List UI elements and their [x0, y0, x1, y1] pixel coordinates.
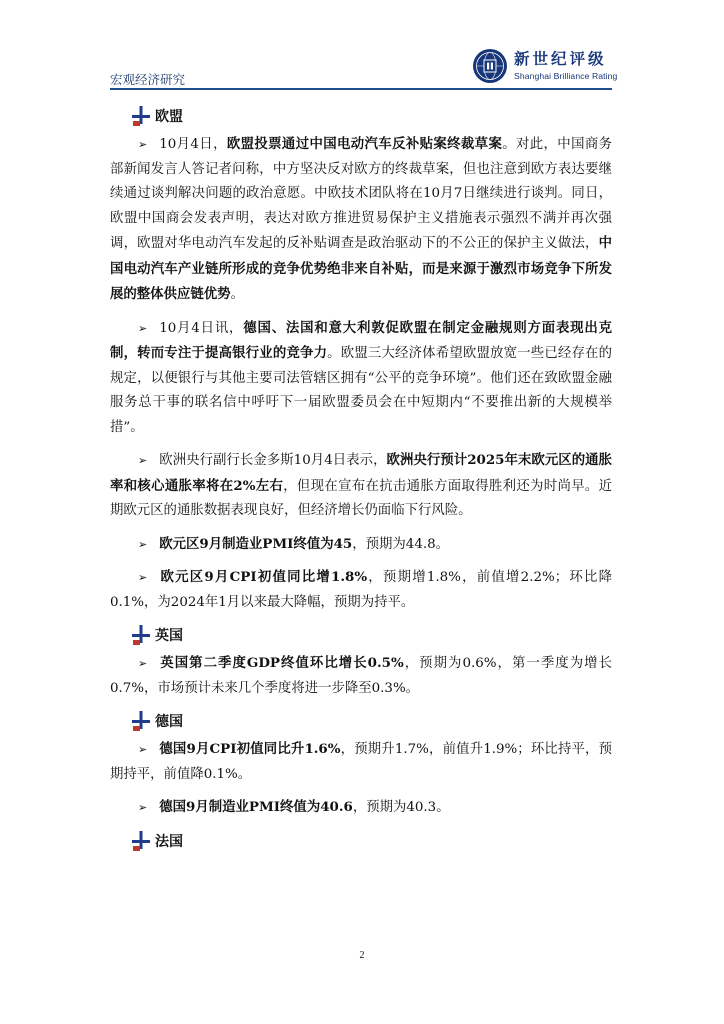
- body-text: ，但现在宣布在抗击通胀方面取得胜利还为时尚早。近期欧元区的通胀数据表现良好，但经济增长仍面临下行风险。: [110, 478, 613, 518]
- bullet-arrow-icon: ➢: [138, 571, 148, 584]
- bullet-paragraph: [110, 651, 612, 701]
- bold-text: 欧洲央行预计2025年末欧元区的通胀率和核心通胀率将在2%左右: [110, 452, 612, 494]
- body-text: 10月4日讯，: [159, 320, 244, 336]
- page-number: 2: [359, 950, 365, 961]
- bullet-arrow-icon: ➢: [138, 801, 148, 814]
- body-text: 10月4日，: [159, 137, 227, 152]
- section-title: 欧盟: [155, 109, 183, 125]
- bullet-arrow-icon: ➢: [138, 321, 148, 335]
- body-text: ，预期增1.8%，前值增2.2%；环比降0.1%，为2024年1月以来最大降幅，预期为持平。: [110, 570, 612, 610]
- section-title: 英国: [155, 628, 183, 644]
- bullet-paragraph: [110, 316, 612, 441]
- bullet-arrow-icon: ➢: [138, 537, 148, 551]
- body-text: ，预期升1.7%，前值升1.9%；环比持平，预期持平，前值降0.1%。: [110, 742, 613, 782]
- section-uk-heading: [110, 623, 612, 647]
- bullet-arrow-icon: ➢: [138, 743, 148, 756]
- body-text: 。对此，中国商务部新闻发言人答记者问称，中方坚决反对欧方的终裁草案，但也注意到欧方表达要继续通过谈判解决问题的政治意愿。中欧技术团队将在10月7日继续进行谈判。同日，欧盟中国商会发表声明，表达对欧方推进贸易保护主义措施表示强烈不满并再次强调，欧盟对华电动汽车发起的反补贴调查是政治驱动下的不公正的保护主义做法，: [110, 137, 613, 251]
- body-text: 欧洲央行副行长金多斯10月4日表示，: [159, 453, 387, 468]
- brand-name-cn: 新世纪评级: [514, 49, 607, 68]
- section-marker-icon: [132, 831, 150, 851]
- bullet-arrow-icon: ➢: [138, 657, 148, 670]
- section-title: 德国: [155, 714, 183, 730]
- section-eu-heading: [110, 104, 612, 128]
- bold-text: 德国、法国和意大利敦促欧盟在制定金融规则方面表现出克制，转而专注于提高银行业的竞争力: [110, 319, 613, 361]
- section-marker-icon: [132, 711, 150, 731]
- bold-text: 中国电动汽车产业链所形成的竞争优势绝非来自补贴，而是来源于激烈市场竞争下所发展的整体供应链优势: [110, 235, 612, 302]
- bold-text: 欧元区9月制造业PMI终值为45: [159, 535, 353, 552]
- body-text: 。: [230, 287, 244, 302]
- section-title: 法国: [155, 833, 183, 850]
- bullet-arrow-icon: ➢: [138, 138, 148, 151]
- bullet-paragraph: [110, 132, 612, 308]
- bullet-paragraph: [110, 448, 612, 524]
- report-category: 宏观经济研究: [110, 72, 186, 87]
- body-text: 。欧盟三大经济体希望欧盟放宽一些已经存在的规定，以便银行与其他主要司法管辖区拥有“公平的竞争环境”。他们还在致欧盟金融服务总干事的联名信中呼吁下一届欧盟委员会在中短期内“不要推出新的大规模举措”。: [110, 346, 613, 435]
- body-text: ，预期为44.8。: [352, 536, 450, 552]
- bold-text: 德国9月CPI初值同比升1.6%: [159, 741, 341, 757]
- bullet-paragraph: [110, 737, 612, 787]
- bold-text: 欧盟投票通过中国电动汽车反补贴案终裁草案: [226, 136, 503, 152]
- brand-name-en: Shanghai Brilliance Rating: [514, 71, 618, 81]
- bold-text: 德国9月制造业PMI终值为40.6: [159, 799, 353, 815]
- section-france-heading: [110, 829, 612, 853]
- header-divider: [110, 88, 612, 90]
- section-marker-icon: [132, 625, 150, 645]
- brand-logo-icon: [472, 48, 508, 84]
- bullet-paragraph: [110, 795, 612, 821]
- bullet-arrow-icon: ➢: [138, 454, 148, 467]
- section-germany-heading: [110, 709, 612, 733]
- document-body: [110, 98, 612, 857]
- bullet-paragraph: [110, 565, 612, 615]
- bold-text: 欧元区9月CPI初值同比增1.8%: [159, 569, 368, 585]
- bullet-paragraph: [110, 532, 612, 558]
- brand: [514, 50, 617, 81]
- body-text: ，预期为0.6%，第一季度为增长0.7%，市场预计未来几个季度将进一步降至0.3%。: [110, 656, 612, 696]
- bold-text: 英国第二季度GDP终值环比增长0.5%: [159, 655, 404, 671]
- body-text: ，预期为40.3。: [352, 800, 450, 815]
- section-marker-icon: [132, 106, 150, 126]
